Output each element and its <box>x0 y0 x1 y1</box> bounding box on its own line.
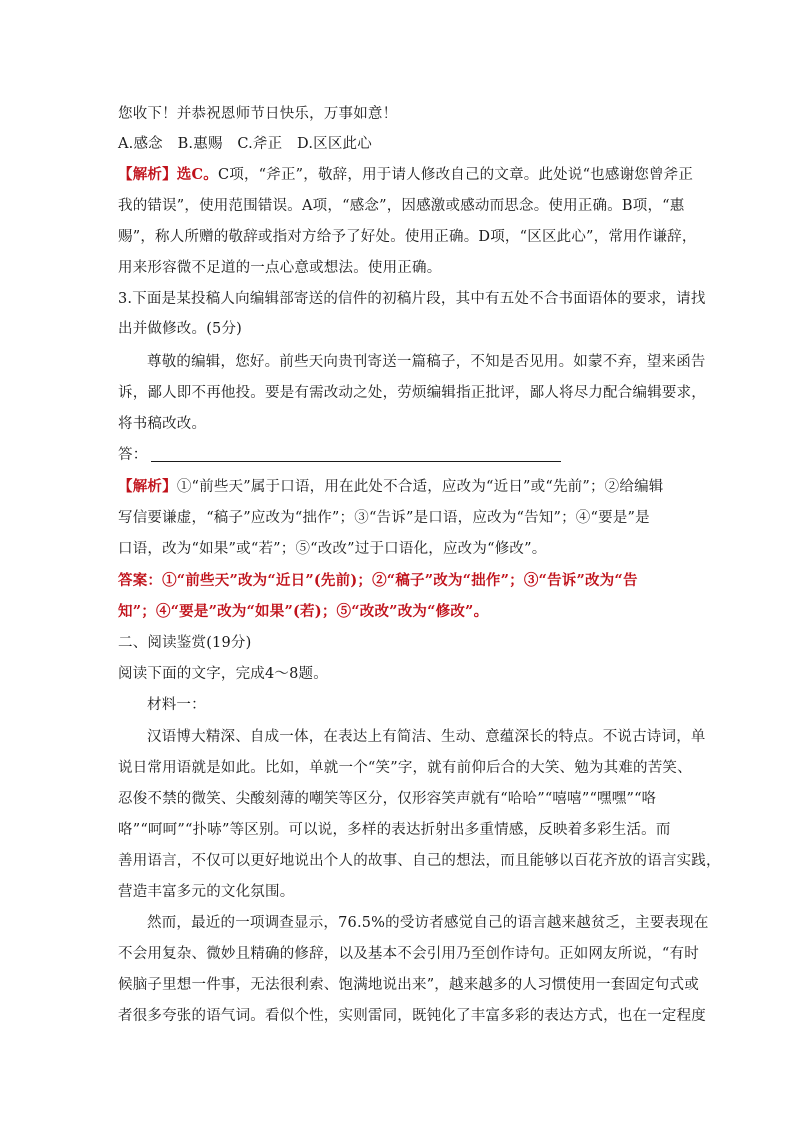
analysis-line: 赐”，称人所赠的敬辞或指对方给予了好处。使用正确。D项，“区区此心”，常用作谦辞， <box>118 229 697 245</box>
analysis-text: ①“前些天”属于口语，用在此处不合适，应改为“近日”或“先前”；②给编辑 <box>176 479 664 495</box>
letter-line: 诉，鄙人即不再他投。要是有需改动之处，劳烦编辑指正批评，鄙人将尽力配合编辑要求， <box>118 385 706 401</box>
analysis-line: 用来形容微不足道的一点心意或想法。使用正确。 <box>118 260 442 276</box>
passage-line: 候脑子里想一件事，无法很利索、饱满地说出来”，越来越多的人习惯使用一套固定句式或 <box>118 977 699 993</box>
passage-line: 咯”“呵呵”“扑哧”等区别。可以说，多样的表达折射出多重情感，反映着多彩生活。而 <box>118 822 671 838</box>
analysis-line <box>118 165 693 185</box>
passage-line: 善用语言，不仅可以更好地说出个人的故事、自己的想法，而且能够以百花齐放的语言实践， <box>118 853 721 869</box>
letter-line: 将书稿改改。 <box>118 416 207 432</box>
answer-blank-line[interactable] <box>151 449 561 462</box>
passage-line: 汉语博大精深、自成一体，在表达上有简洁、生动、意蕴深长的特点。不说古诗词，单 <box>147 729 706 745</box>
passage-line: 营造丰富多元的文化氛围。 <box>118 884 295 900</box>
question-line: 3.下面是某投稿人向编辑部寄送的信件的初稿片段，其中有五处不合书面语体的要求，请找 <box>118 291 706 307</box>
passage-line: 然而，最近的一项调查显示，76.5%的受访者感觉自己的语言越来越贫乏，主要表现在 <box>147 915 709 931</box>
answer-label: 答： <box>118 447 148 463</box>
section-heading: 二、阅读鉴赏(19分) <box>118 635 252 651</box>
passage-line: 忍俊不禁的微笑、尖酸刻薄的嘲笑等区分，仅形容笑声就有“哈哈”“嘻嘻”“嘿嘿”“咯 <box>118 791 657 807</box>
passage-line: 说日常用语就是如此。比如，单就一个“笑”字，就有前仰后合的大笑、勉为其难的苦笑、 <box>118 760 692 776</box>
analysis-line <box>118 477 664 497</box>
analysis-line: 口语，改为“如果”或“若”；⑤“改改”过于口语化，应改为“修改”。 <box>118 541 547 557</box>
analysis-tag: 【解析】选C。 <box>118 166 218 183</box>
analysis-line: 我的错误”，使用范围错误。A项，“感念”，因感激或感动而思念。使用正确。B项，“惠 <box>118 198 685 214</box>
instruction-line: 阅读下面的文字，完成4～8题。 <box>118 666 328 682</box>
question-line: 出并做修改。(5分) <box>118 321 243 337</box>
answer-line: 答案：①“前些天”改为“近日”(先前)；②“稿子”改为“拙作”；③“告诉”改为“告 <box>118 572 638 589</box>
options-line: A.感念 B.惠赐 C.斧正 D.区区此心 <box>118 136 372 152</box>
material-label: 材料一： <box>147 697 206 713</box>
answer-line: 知”；④“要是”改为“如果”(若)；⑤“改改”改为“修改”。 <box>118 603 489 620</box>
letter-line: 尊敬的编辑，您好。前些天向贵刊寄送一篇稿子，不知是否见用。如蒙不弃，望来函告 <box>147 354 706 370</box>
analysis-text: C项，“斧正”，敬辞，用于请人修改自己的文章。此处说“也感谢您曾斧正 <box>217 167 694 183</box>
analysis-tag: 【解析】 <box>118 478 177 495</box>
analysis-line: 写信要谦虚，“稿子”应改为“拙作”；③“告诉”是口语，应改为“告知”；④“要是”是 <box>118 510 650 526</box>
passage-line: 者很多夸张的语气词。看似个性，实则雷同，既钝化了丰富多彩的表达方式，也在一定程度 <box>118 1008 706 1024</box>
passage-line: 不会用复杂、微妙且精确的修辞，以及基本不会引用乃至创作诗句。正如网友所说，“有时 <box>118 946 699 962</box>
answer-prompt <box>118 445 561 465</box>
text-line: 您收下！并恭祝恩师节日快乐，万事如意！ <box>118 106 398 122</box>
